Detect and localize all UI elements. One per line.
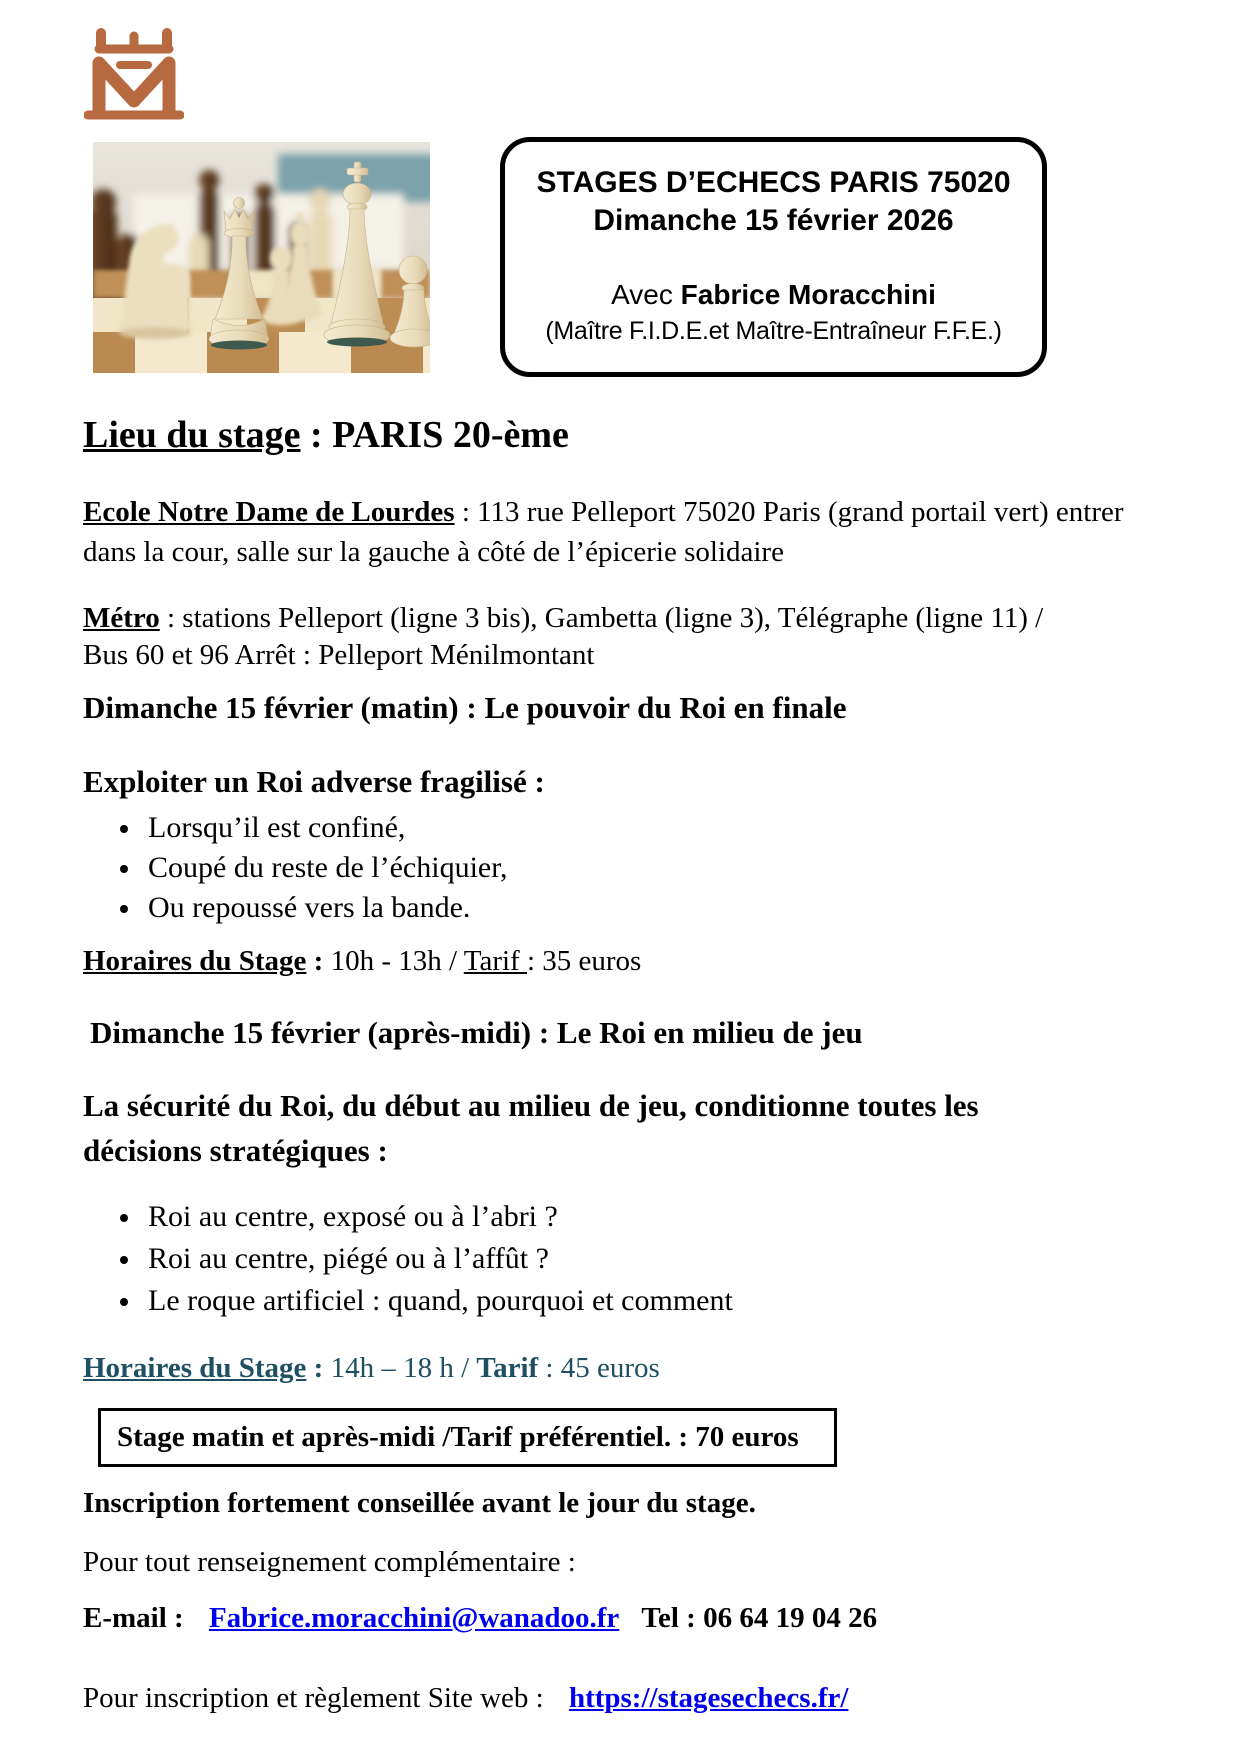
afternoon-bullet-list [83,1196,733,1322]
combo-price-box: Stage matin et après-midi /Tarif préférentiel. : 70 euros [98,1408,837,1467]
list-item: Coupé du reste de l’échiquier, [83,848,508,888]
morning-tarif-label: Tarif [463,945,527,977]
location-heading-value: PARIS 20-ème [332,414,569,456]
chess-club-logo-icon [84,26,184,126]
website-link[interactable]: https://stagesechecs.fr/ [568,1682,849,1714]
afternoon-topic-heading: La sécurité du Roi, du début au milieu de jeu, conditionne toutes les décisions stratégiques : [83,1088,979,1168]
afternoon-tarif-label: Tarif [476,1352,539,1384]
metro-label: Métro [83,602,160,634]
afternoon-schedule-line [83,1352,660,1385]
title-line-1: STAGES D’ECHECS PARIS 75020 [536,166,1011,199]
list-item: Ou repoussé vers la bande. [83,888,508,928]
title-line-3 [505,276,1042,313]
list-item: Roi au centre, exposé ou à l’abri ? [83,1196,733,1238]
list-item: Le roque artificiel : quand, pourquoi et comment [83,1280,733,1322]
morning-bullet-list [83,808,508,928]
location-heading [83,413,569,457]
title-box [500,137,1047,377]
with-prefix: Avec [611,279,681,310]
metro-text: : stations Pelleport (ligne 3 bis), Gambetta (ligne 3), Télégraphe (ligne 11) / [159,602,1044,634]
afternoon-schedule-label: Horaires du Stage [83,1352,307,1384]
location-heading-label: Lieu du stage [83,414,301,456]
info-line: Pour tout renseignement complémentaire : [83,1546,576,1578]
afternoon-tarif-value: : 45 euros [538,1352,660,1384]
afternoon-schedule-time: 14h – 18 h / [330,1352,477,1384]
school-text: : 113 rue Pelleport 75020 Paris (grand portail vert) entrer dans la cour, salle sur la gauche à côté de l’épicerie solidaire [83,496,1124,568]
morning-schedule-line [83,945,641,978]
location-heading-sep: : [300,414,333,456]
morning-schedule-time: 10h - 13h / [330,945,464,977]
morning-schedule-label: Horaires du Stage [83,945,307,977]
inscription-note: Inscription fortement conseillée avant le jour du stage. [83,1487,756,1519]
phone-number: Tel : 06 64 19 04 26 [641,1602,878,1634]
email-link[interactable]: Fabrice.moracchini@wanadoo.fr [208,1602,620,1634]
chess-photo-svg [93,142,430,373]
morning-session-heading: Dimanche 15 février (matin) : Le pouvoir du Roi en finale [83,690,847,725]
website-line [83,1682,848,1715]
transport-info [83,600,1198,674]
school-label: Ecole Notre Dame de Lourdes [83,496,455,528]
logo-svg [84,26,184,121]
school-address [83,492,1168,572]
afternoon-schedule-colon: : [306,1352,331,1384]
website-label: Pour inscription et règlement Site web : [83,1682,551,1714]
list-item: Lorsqu’il est confiné, [83,808,508,848]
morning-tarif-value: : 35 euros [526,945,642,977]
email-label: E-mail : [83,1602,191,1634]
chess-pieces-photo [93,142,430,373]
bus-text: Bus 60 et 96 Arrêt : Pelleport Ménilmontant [83,639,595,671]
title-spacer [505,240,1042,276]
title-line-2: Dimanche 15 février 2026 [593,204,954,237]
afternoon-session-heading: Dimanche 15 février (après-midi) : Le Roi en milieu de jeu [90,1015,863,1050]
title-line-4: (Maître F.I.D.E.et Maître-Entraîneur F.F.E.) [545,317,1002,345]
contact-line [83,1602,877,1635]
morning-topic-heading: Exploiter un Roi adverse fragilisé : [83,764,545,799]
list-item: Roi au centre, piégé ou à l’affût ? [83,1238,733,1280]
morning-schedule-colon: : [306,945,331,977]
trainer-name: Fabrice Moracchini [680,279,936,310]
